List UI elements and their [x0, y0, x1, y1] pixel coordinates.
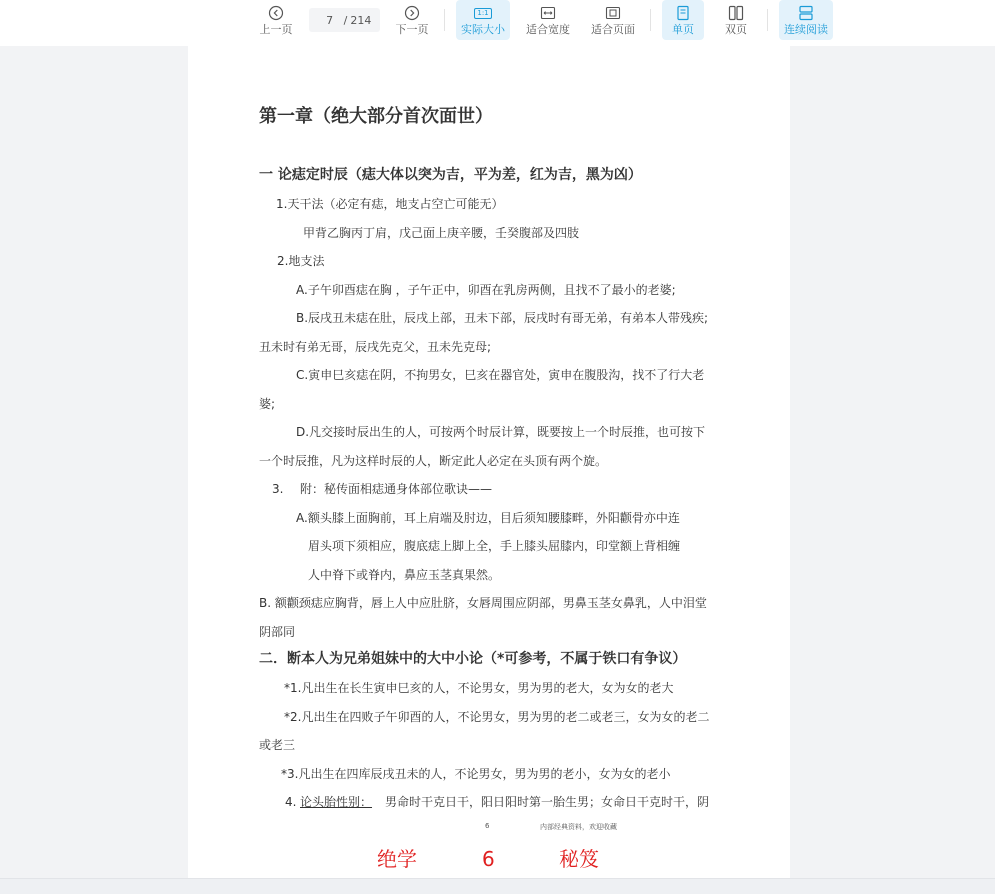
continuous-reading-button[interactable] [779, 0, 833, 40]
text-line: B.辰戌丑未痣在肚，辰戌上部，丑未下部，辰戌时有哥无弟，有弟本人带残疾; [296, 311, 709, 325]
text-line: *2.凡出生在四败子午卯酉的人，不论男女，男为男的老二或老三，女为女的老二 [284, 710, 710, 724]
continuous-reading-label: 连续阅读 [784, 23, 828, 36]
text-line: 或老三 [259, 738, 296, 752]
text-line: 阴部同 [259, 625, 296, 639]
continuous-reading-icon [798, 4, 814, 22]
actual-size-label: 实际大小 [461, 23, 505, 36]
section-heading: 二．断本人为兄弟姐妹中的大中小论（*可参考，不属于铁口有争议） [259, 651, 687, 667]
actual-size-icon [474, 4, 491, 22]
footer-page-number: 6 [485, 822, 490, 830]
text-line: 眉头项下须相应，腹底痣上脚上全，手上膝头屈膝内，印堂额上背相缠 [308, 539, 681, 553]
fit-width-button[interactable] [522, 0, 574, 40]
toolbar [0, 0, 995, 46]
text-line: 婆; [259, 397, 276, 411]
single-page-button[interactable] [662, 0, 704, 40]
list-number: 4. [285, 795, 297, 809]
text-line: 男命时干克日干，阳日阳时第一胎生男；女命日干克时干，阴 [385, 795, 710, 809]
bottom-scroll-area [0, 878, 995, 894]
text-line: B. 额颧颈痣应胸背，唇上人中应肚脐，女唇周围应阴部，男鼻玉茎女鼻乳，人中泪堂 [259, 596, 707, 610]
text-line: A.额头膝上面胸前，耳上肩端及肘边，目后须知腰膝畔，外阳颧骨亦中连 [296, 511, 680, 525]
page-separator: / [343, 13, 348, 27]
chevron-left-circle-icon [268, 4, 284, 22]
text-line: 1.天干法（必定有痣，地支占空亡可能无） [276, 197, 504, 211]
fit-page-button[interactable] [587, 0, 639, 40]
underlined-term: 论头胎性别： [300, 795, 373, 809]
stamp-left: 绝学 [377, 847, 417, 871]
current-page-input[interactable]: 7 [326, 13, 334, 27]
text-line: 丑未时有弟无哥，辰戌先克父，丑未先克母; [259, 340, 492, 354]
text-line: 人中脊下或脊内，鼻应玉茎真果然。 [308, 568, 501, 582]
prev-page-button[interactable] [256, 0, 296, 40]
single-page-label: 单页 [672, 23, 694, 36]
stamp-middle: 6 [482, 847, 495, 871]
fit-width-label: 适合宽度 [526, 23, 570, 36]
toolbar-divider [444, 9, 445, 31]
document-page [188, 46, 790, 878]
list-number: 3. [272, 482, 284, 496]
section-heading: 一 论痣定时辰（痣大体以突为吉，平为差，红为吉，黑为凶） [259, 167, 642, 183]
fit-page-label: 适合页面 [591, 23, 635, 36]
stamp-right: 秘笈 [559, 847, 599, 871]
double-page-label: 双页 [725, 23, 747, 36]
chapter-title: 第一章（绝大部分首次面世） [259, 106, 493, 127]
fit-width-icon [540, 4, 556, 22]
fit-page-icon [605, 4, 621, 22]
text-line: 附：秘传面相痣通身体部位歌诀—— [300, 482, 493, 496]
total-pages: 214 [350, 13, 372, 27]
toolbar-divider [650, 9, 651, 31]
single-page-icon [676, 4, 690, 22]
double-page-icon [728, 4, 744, 22]
next-page-button[interactable] [392, 0, 432, 40]
text-line: C.寅申巳亥痣在阴，不拘男女，巳亥在器官处，寅申在腹股沟，找不了行大老 [296, 368, 705, 382]
text-line: 一个时辰推，凡为这样时辰的人，断定此人必定在头顶有两个旋。 [259, 454, 608, 468]
text-line: A.子午卯酉痣在胸 ，子午正中，卯酉在乳房两侧，且找不了最小的老婆; [296, 283, 676, 297]
text-line: 2.地支法 [277, 254, 325, 268]
double-page-button[interactable] [715, 0, 757, 40]
footer-note: 内部经典资料，欢迎收藏 [540, 823, 617, 831]
text-line: *3.凡出生在四库辰戌丑未的人，不论男女，男为男的老小，女为女的老小 [281, 767, 671, 781]
actual-size-glyph: 1:1 [474, 8, 491, 19]
chevron-right-circle-icon [404, 4, 420, 22]
text-line: *1.凡出生在长生寅申巳亥的人，不论男女，男为男的老大，女为女的老大 [284, 681, 674, 695]
actual-size-button[interactable] [456, 0, 510, 40]
next-page-label: 下一页 [395, 23, 429, 36]
text-line: 甲背乙胸丙丁肩，戊己面上庚辛腰，壬癸腹部及四肢 [303, 226, 580, 240]
page-indicator[interactable] [309, 8, 380, 32]
text-line: D.凡交接时辰出生的人，可按两个时辰计算，既要按上一个时辰推，也可按下 [296, 425, 706, 439]
toolbar-divider [767, 9, 768, 31]
prev-page-label: 上一页 [259, 23, 293, 36]
